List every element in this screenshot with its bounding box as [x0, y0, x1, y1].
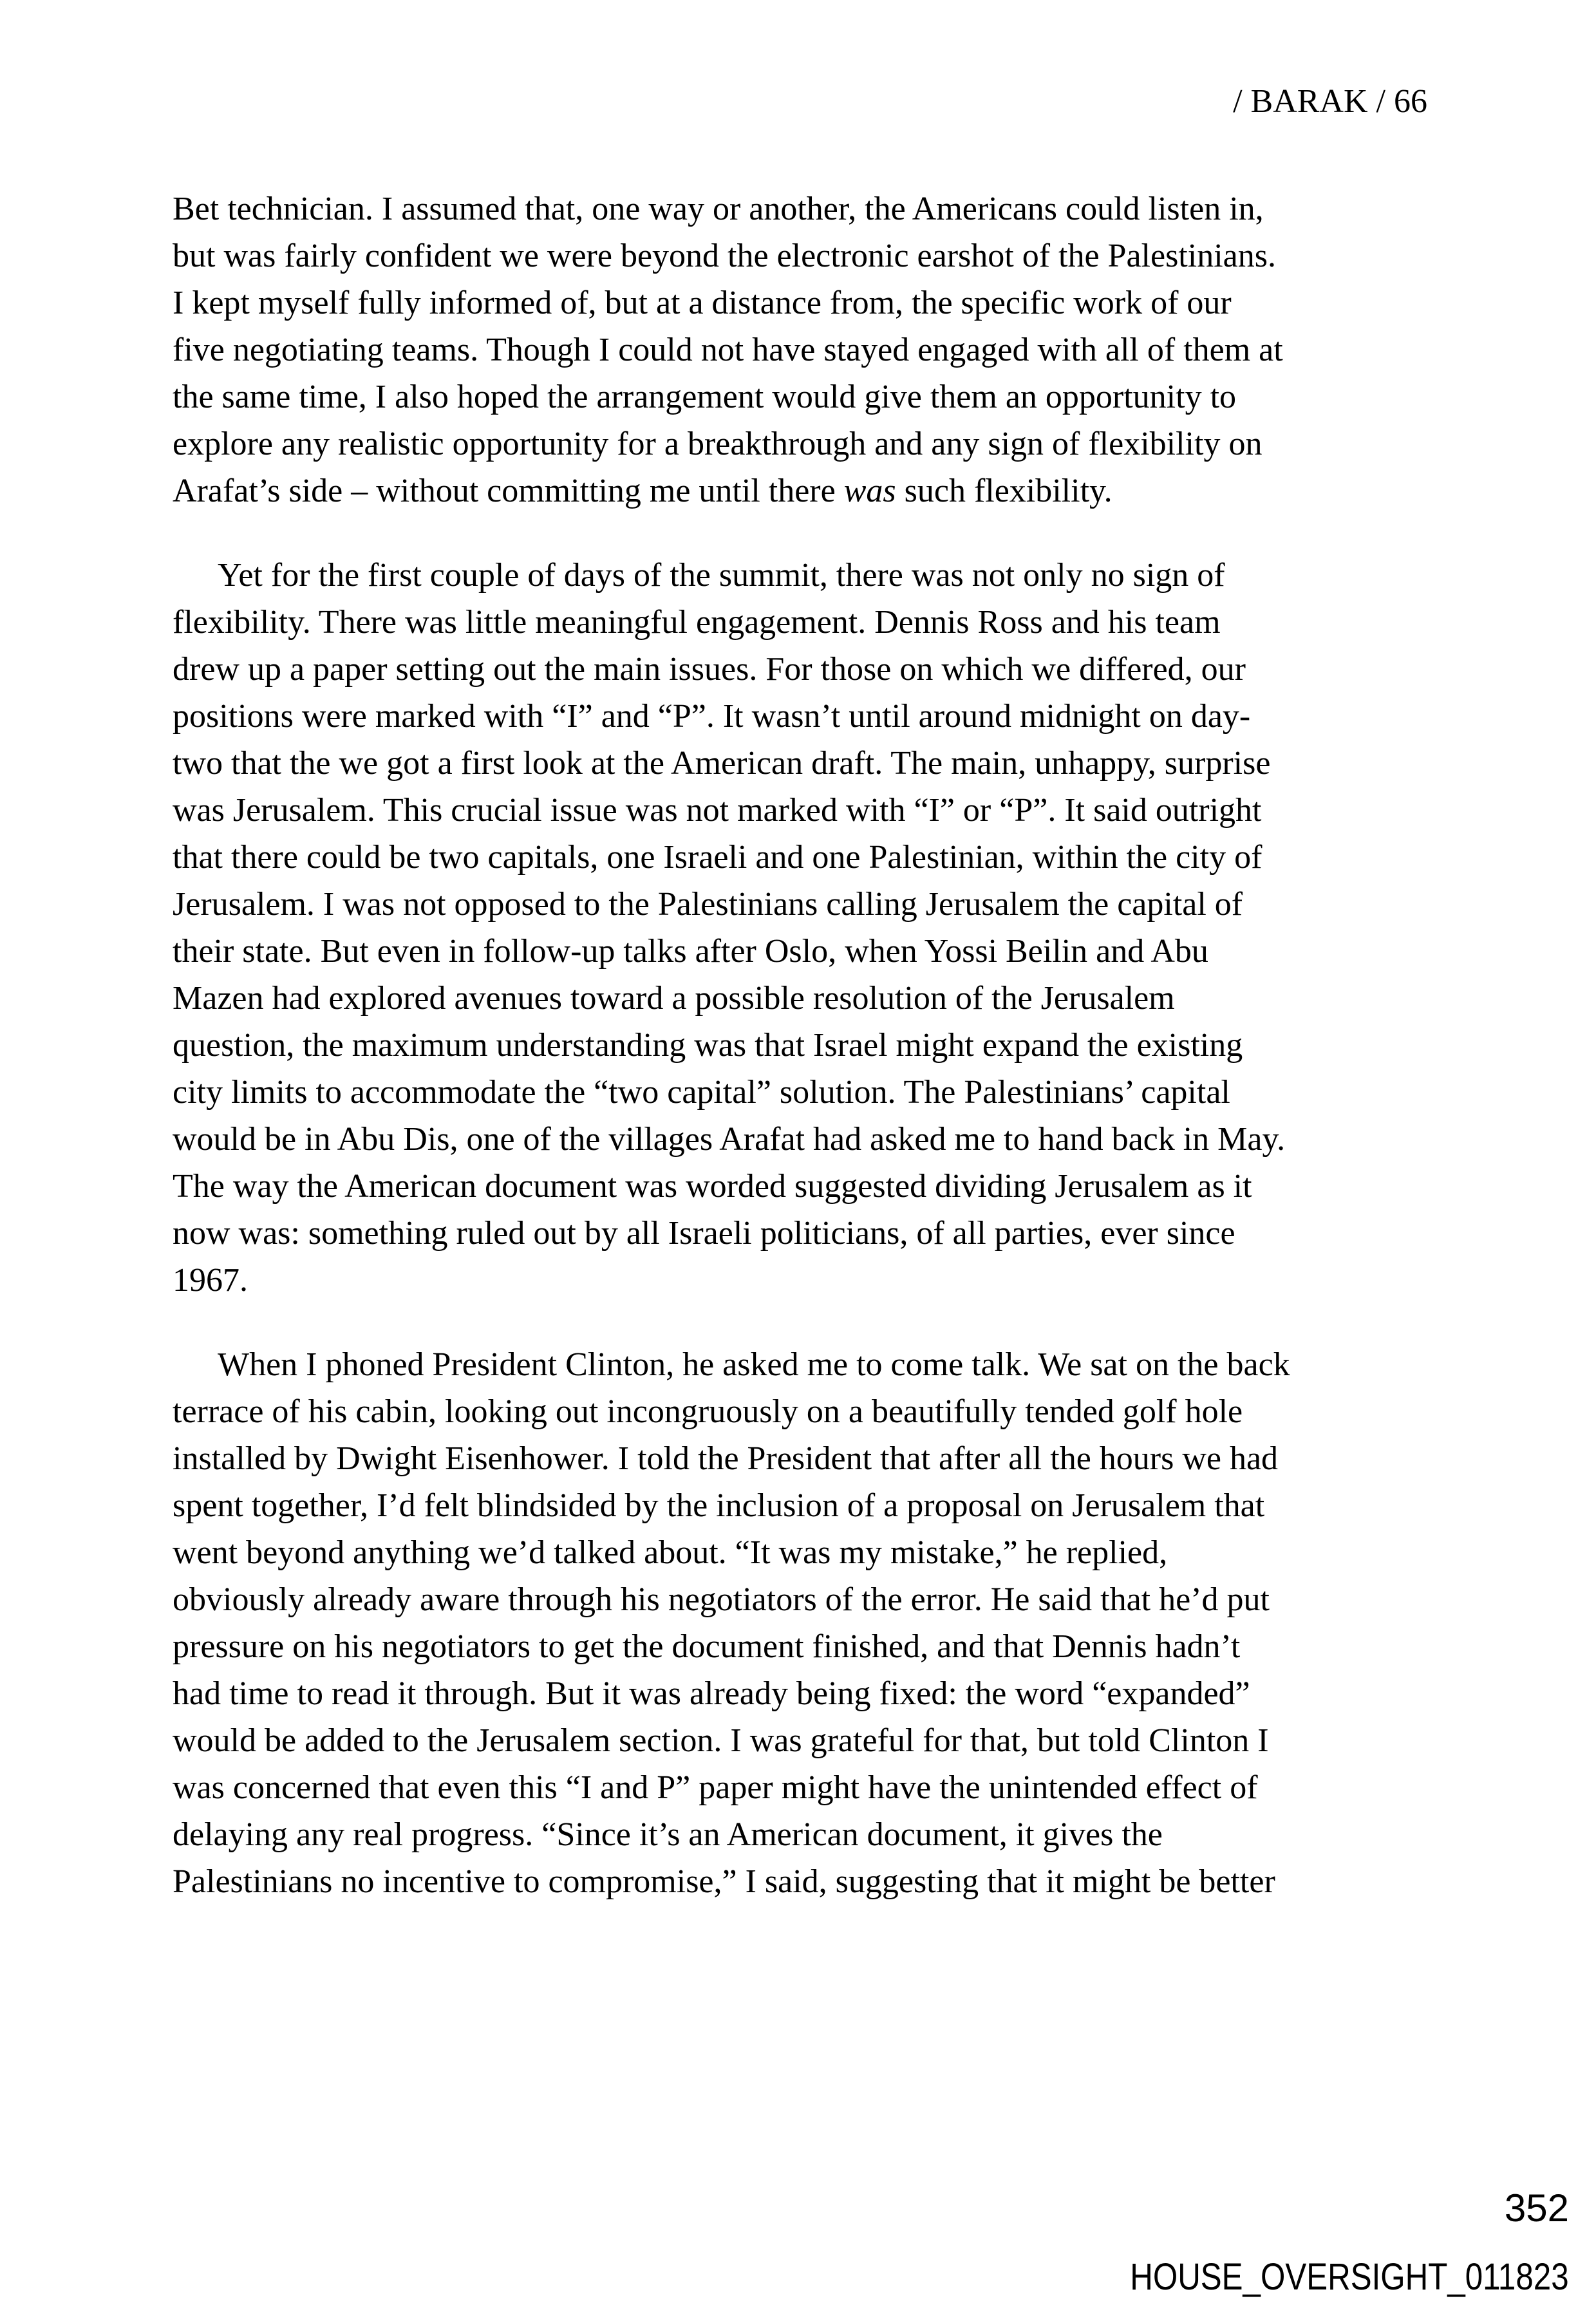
text-line: Arafat’s side – without committing me until there was such flexibility. — [173, 473, 1113, 509]
text-line: would be added to the Jerusalem section. I was grateful for that, but told Clinton I — [173, 1722, 1269, 1759]
text-line: that there could be two capitals, one Israeli and one Palestinian, within the city of — [173, 839, 1263, 876]
bates-stamp: HOUSE_OVERSIGHT_011823 — [1130, 2256, 1569, 2298]
text-line: would be in Abu Dis, one of the villages Arafat had asked me to hand back in May. — [173, 1121, 1286, 1158]
text-line: explore any realistic opportunity for a breakthrough and any sign of flexibility on — [173, 426, 1263, 462]
text-line: Jerusalem. I was not opposed to the Palestinians calling Jerusalem the capital of — [173, 886, 1243, 923]
text-line: drew up a paper setting out the main issues. For those on which we differed, our — [173, 651, 1246, 688]
text-line: five negotiating teams. Though I could not have stayed engaged with all of them at — [173, 332, 1283, 368]
text-line: went beyond anything we’d talked about. “It was my mistake,” he replied, — [173, 1534, 1168, 1571]
text-line: their state. But even in follow-up talks after Oslo, when Yossi Beilin and Abu — [173, 933, 1208, 970]
text-line: had time to read it through. But it was already being fixed: the word “expanded” — [173, 1675, 1250, 1712]
paragraph — [173, 1341, 1429, 1905]
text-line: Yet for the first couple of days of the summit, there was not only no sign of — [218, 557, 1225, 594]
text-line: positions were marked with “I” and “P”. It wasn’t until around midnight on day- — [173, 698, 1251, 735]
text-line: spent together, I’d felt blindsided by the inclusion of a proposal on Jerusalem that — [173, 1487, 1265, 1524]
text-line: Palestinians no incentive to compromise,” I said, suggesting that it might be better — [173, 1863, 1275, 1900]
text-line: was Jerusalem. This crucial issue was not marked with “I” or “P”. It said outright — [173, 792, 1262, 829]
running-header: / BARAK / 66 — [1233, 83, 1427, 120]
text-line: installed by Dwight Eisenhower. I told the President that after all the hours we had — [173, 1440, 1279, 1477]
text-line: flexibility. There was little meaningful engagement. Dennis Ross and his team — [173, 604, 1221, 641]
paragraph — [173, 552, 1429, 1304]
text-line: Bet technician. I assumed that, one way or another, the Americans could listen in, — [173, 191, 1264, 227]
text-line: city limits to accommodate the “two capital” solution. The Palestinians’ capital — [173, 1074, 1230, 1111]
text-line: 1967. — [173, 1262, 248, 1299]
text-line: delaying any real progress. “Since it’s an American document, it gives the — [173, 1816, 1163, 1853]
paragraph — [173, 185, 1429, 514]
text-line: obviously already aware through his negotiators of the error. He said that he’d put — [173, 1581, 1270, 1618]
text-line: pressure on his negotiators to get the document finished, and that Dennis hadn’t — [173, 1628, 1241, 1665]
text-line: When I phoned President Clinton, he asked me to come talk. We sat on the back — [218, 1346, 1290, 1383]
text-line: was concerned that even this “I and P” paper might have the unintended effect of — [173, 1769, 1258, 1806]
text-line: question, the maximum understanding was that Israel might expand the existing — [173, 1027, 1243, 1064]
page-number: 352 — [1504, 2186, 1569, 2230]
text-line: but was fairly confident we were beyond the electronic earshot of the Palestinians. — [173, 238, 1276, 274]
text-line: The way the American document was worded suggested dividing Jerusalem as it — [173, 1168, 1252, 1205]
text-line: Mazen had explored avenues toward a possible resolution of the Jerusalem — [173, 980, 1175, 1017]
text-line: I kept myself fully informed of, but at a distance from, the specific work of our — [173, 285, 1232, 321]
text-line: now was: something ruled out by all Israeli politicians, of all parties, ever since — [173, 1215, 1235, 1252]
document-body — [173, 185, 1429, 1905]
text-line: terrace of his cabin, looking out incongruously on a beautifully tended golf hole — [173, 1393, 1243, 1430]
text-line: the same time, I also hoped the arrangement would give them an opportunity to — [173, 379, 1237, 415]
text-line: two that the we got a first look at the American draft. The main, unhappy, surprise — [173, 745, 1271, 782]
